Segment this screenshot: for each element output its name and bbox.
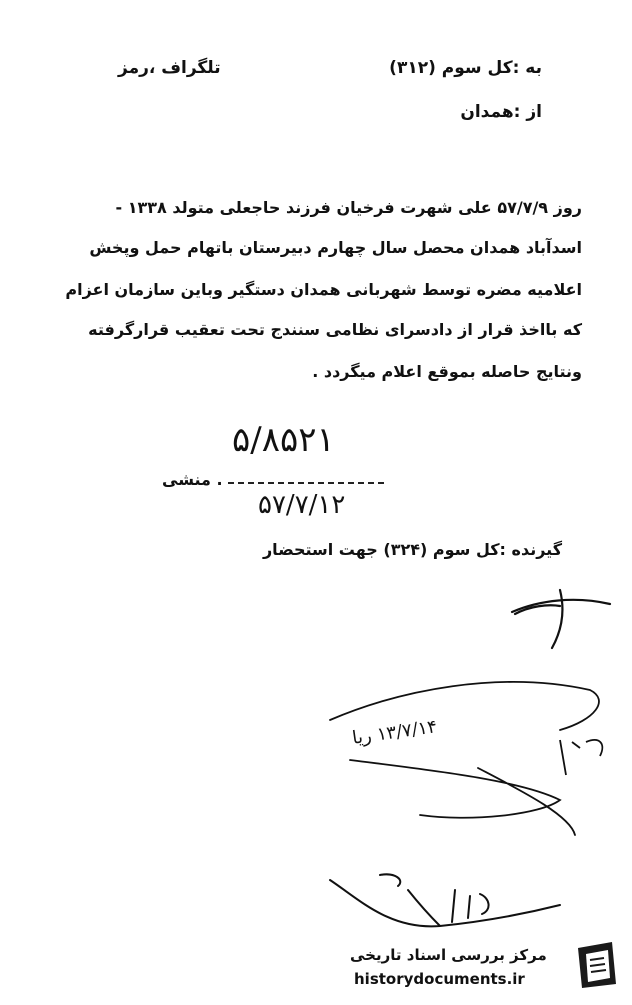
secretariat-number: ۵/۸۵۲۱ [232,420,335,460]
secretariat-date: ۵۷/۷/۱۲ [258,490,346,520]
watermark-text: مرکز بررسی اسناد تاریخی [350,946,547,964]
recipient-header: به :کل سوم (۳۱۲) [389,58,542,78]
signature-1 [512,590,610,648]
document-type: تلگراف ،رمز [118,58,221,78]
annotation-scribble [330,682,599,835]
body-line-1: روز ۵۷/۷/۹ علی شهرت فرخیان فرزند حاجعلی متولد ۱۳۳۸ - [115,198,582,217]
receiver-line: گیرنده :کل سوم (۳۲۴) جهت استحضار [262,540,562,559]
archive-logo-icon [572,938,622,992]
body-line-4: که بااخذ قرار از دادسرای نظامی سنندج تحت تعقیب قرارگرفته [88,320,582,339]
annotation-extra [560,740,602,775]
body-line-2: اسدآباد همدان محصل سال چهارم دبیرستان باتهام حمل وپخش [89,238,582,257]
body-line-3: اعلامیه مضره توسط شهربانی همدان دستگیر وباین سازمان اعزام [65,280,582,299]
watermark-url: historydocuments.ir [354,970,525,988]
handwritten-annotation: ۱۳/۷/۱۴ ریا [350,716,439,749]
sender-header: از :همدان [460,102,542,122]
secretariat-label: . منشی [162,470,223,489]
signature-2 [330,874,560,926]
body-line-5: ونتایج حاصله بموقع اعلام میگردد . [312,362,582,381]
